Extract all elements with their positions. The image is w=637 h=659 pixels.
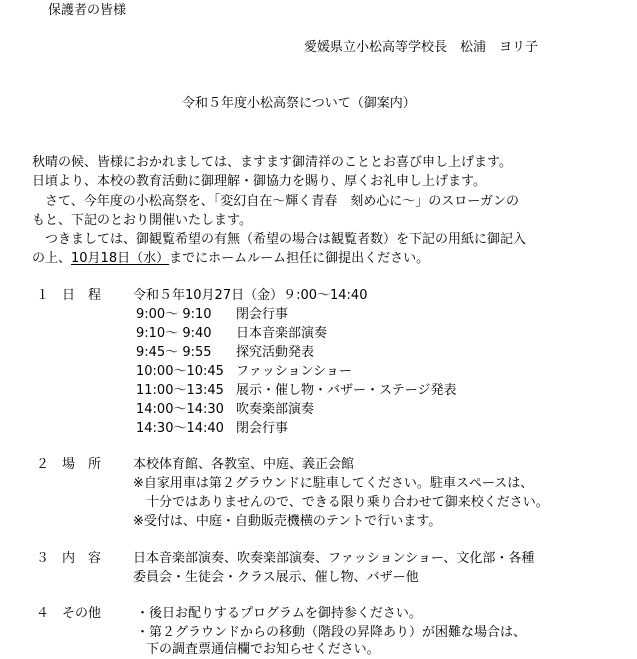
other-line2: ・第２グラウンドからの移動（階段の昇降あり）が困難な場合は、 — [136, 625, 527, 640]
intro-p2-line1: さて、今年度の小松高祭を、「変幻自在～輝く青春 刻め心に～」のスローガンの — [45, 194, 519, 209]
schedule-item: 展示・催し物・バザー・ステージ発表 — [236, 383, 457, 398]
intro-p3-line2-end: までにホームルーム担任に御提出ください。 — [169, 251, 430, 266]
document-title: 令和５年度小松高祭について（御案内） — [182, 96, 416, 111]
section-4-heading: その他 — [62, 606, 102, 621]
other-line1: ・後日お配りするプログラムを御持参ください。 — [136, 606, 422, 621]
schedule-item: 吹奏楽部演奏 — [236, 402, 315, 417]
section-1-heading: 日 程 — [62, 288, 102, 303]
schedule-item: 閉会行事 — [236, 421, 289, 436]
schedule-item: ファッションショー — [236, 364, 352, 379]
section-2-heading: 場 所 — [62, 457, 102, 472]
intro-p2-line2: もと、下記のとおり開催いたします。 — [32, 213, 252, 228]
place-line4: ※受付は、中庭・自動販売機横のテントで行います。 — [133, 514, 442, 529]
other-line3: 下の調査票通信欄でお知らせください。 — [146, 642, 380, 657]
section-3-number: ３ — [36, 551, 50, 566]
deadline-date: 10月18日（水） — [71, 251, 170, 266]
intro-p3-line2-start: の上、 — [32, 251, 72, 266]
schedule-time: 9:45～ 9:55 — [136, 345, 212, 360]
schedule-item: 日本音楽部演奏 — [236, 326, 328, 341]
place-line3: 十分ではありませんので、できる限り乗り合わせて御来校ください。 — [146, 495, 549, 510]
contents-line1: 日本音楽部演奏、吹奏楽部演奏、ファッションショー、文化部・各種 — [133, 551, 535, 566]
schedule-time: 14:00～14:30 — [136, 402, 224, 417]
schedule-time: 14:30～14:40 — [136, 421, 224, 436]
intro-p1-line1: 秋晴の候、皆様におかれましては、ますます御清祥のこととお喜び申し上げます。 — [32, 155, 512, 170]
section-2-number: ２ — [36, 457, 50, 472]
place-line1: 本校体育館、各教室、中庭、義正会館 — [133, 457, 355, 472]
place-line2: ※自家用車は第２グラウンドに駐車してください。駐車スペースは、 — [133, 476, 534, 491]
sender: 愛媛県立小松高等学校長 松浦 ヨリ子 — [304, 40, 539, 55]
schedule-time: 9:10～ 9:40 — [136, 326, 212, 341]
contents-line2: 委員会・生徒会・クラス展示、催し物、バザー他 — [133, 570, 419, 585]
schedule-item: 探究活動発表 — [236, 345, 315, 360]
schedule-item: 閉会行事 — [236, 307, 289, 322]
section-3-heading: 内 容 — [62, 551, 102, 566]
addressee: 保護者の皆様 — [48, 3, 127, 18]
schedule-time: 9:00～ 9:10 — [136, 307, 212, 322]
section-1-number: １ — [36, 288, 50, 303]
intro-p1-line2: 日頃より、本校の教育活動に御理解・御協力を賜り、厚くお礼申し上げます。 — [32, 174, 486, 189]
intro-p3-line1: つきましては、御観覧希望の有無（希望の場合は観覧者数）を下記の用紙に御記入 — [45, 232, 527, 247]
schedule-date: 令和５年10月27日（金）９:00～14:40 — [133, 288, 368, 303]
section-4-number: ４ — [36, 606, 50, 621]
schedule-time: 11:00～13:45 — [136, 383, 224, 398]
intro-p3-line2 — [32, 250, 429, 268]
schedule-time: 10:00～10:45 — [136, 364, 224, 379]
